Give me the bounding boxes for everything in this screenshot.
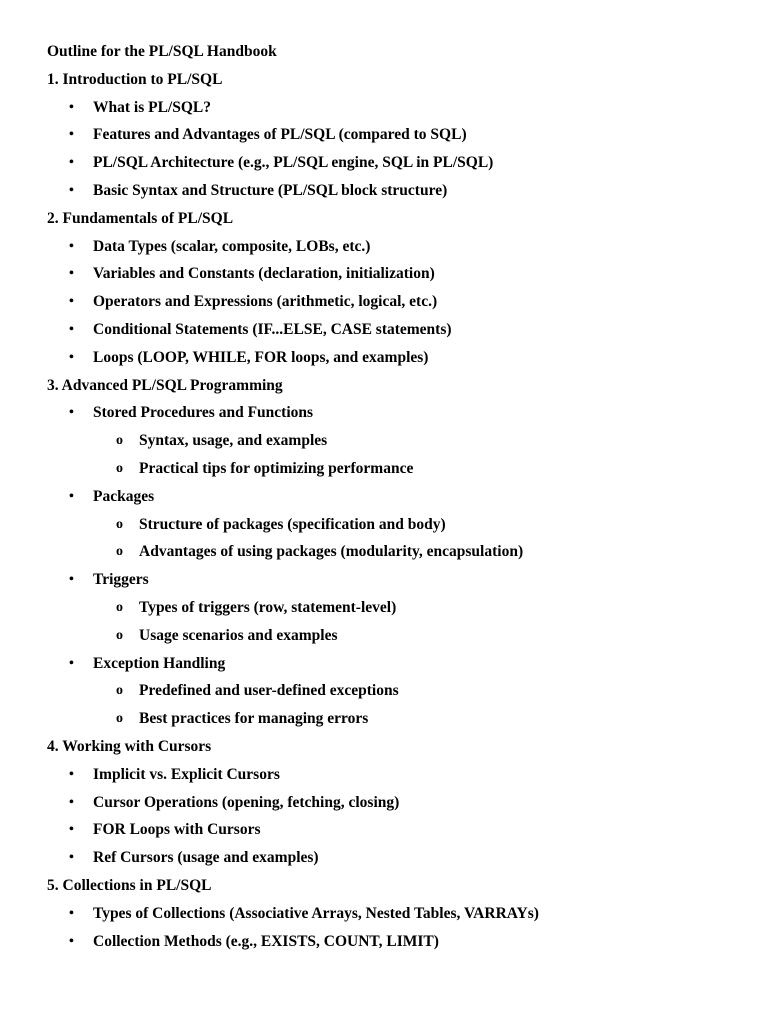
list-item bbox=[47, 792, 747, 820]
sub-bullet-icon: o bbox=[116, 599, 123, 615]
bullet-icon: • bbox=[69, 238, 74, 254]
section-heading bbox=[47, 875, 747, 903]
list-item bbox=[47, 569, 747, 597]
line-text: Implicit vs. Explicit Cursors bbox=[93, 765, 280, 783]
section-heading bbox=[47, 736, 747, 764]
line-text: Advantages of using packages (modularity, encapsulation) bbox=[139, 543, 524, 561]
line-text: 2. Fundamentals of PL/SQL bbox=[47, 209, 234, 227]
line-text: Variables and Constants (declaration, initialization) bbox=[93, 265, 435, 283]
sub-bullet-icon: o bbox=[116, 460, 123, 476]
list-item bbox=[47, 124, 747, 152]
line-text: Best practices for managing errors bbox=[139, 710, 369, 728]
line-text: Packages bbox=[93, 487, 155, 505]
bullet-icon: • bbox=[69, 294, 74, 310]
bullet-icon: • bbox=[69, 488, 74, 504]
list-item bbox=[47, 931, 747, 959]
list-item bbox=[47, 653, 747, 681]
bullet-icon: • bbox=[69, 572, 74, 588]
list-item bbox=[47, 152, 747, 180]
list-item bbox=[47, 263, 747, 291]
bullet-icon: • bbox=[69, 822, 74, 838]
document-title bbox=[47, 41, 747, 69]
bullet-icon: • bbox=[69, 321, 74, 337]
list-item bbox=[47, 180, 747, 208]
line-text: Conditional Statements (IF...ELSE, CASE statements) bbox=[93, 320, 452, 338]
line-text: Loops (LOOP, WHILE, FOR loops, and examples) bbox=[93, 348, 429, 366]
line-text: Syntax, usage, and examples bbox=[139, 432, 328, 450]
bullet-icon: • bbox=[69, 933, 74, 949]
list-item bbox=[47, 764, 747, 792]
bullet-icon: • bbox=[69, 905, 74, 921]
line-text: Exception Handling bbox=[93, 654, 226, 672]
bullet-icon: • bbox=[69, 349, 74, 365]
sub-list-item bbox=[47, 430, 747, 458]
sub-bullet-icon: o bbox=[116, 516, 123, 532]
sub-list-item bbox=[47, 625, 747, 653]
bullet-icon: • bbox=[69, 405, 74, 421]
bullet-icon: • bbox=[69, 182, 74, 198]
line-text: Types of Collections (Associative Arrays, Nested Tables, VARRAYs) bbox=[93, 904, 539, 922]
sub-bullet-icon: o bbox=[116, 627, 123, 643]
line-text: Basic Syntax and Structure (PL/SQL block structure) bbox=[93, 181, 448, 199]
sub-list-item bbox=[47, 708, 747, 736]
line-text: Cursor Operations (opening, fetching, closing) bbox=[93, 793, 400, 811]
sub-list-item bbox=[47, 680, 747, 708]
list-item bbox=[47, 236, 747, 264]
sub-bullet-icon: o bbox=[116, 544, 123, 560]
section-heading bbox=[47, 208, 747, 236]
sub-list-item bbox=[47, 458, 747, 486]
list-item bbox=[47, 291, 747, 319]
line-text: Features and Advantages of PL/SQL (compared to SQL) bbox=[93, 126, 467, 144]
line-text: 1. Introduction to PL/SQL bbox=[47, 70, 223, 88]
bullet-icon: • bbox=[69, 99, 74, 115]
bullet-icon: • bbox=[69, 266, 74, 282]
document-title-text: Outline for the PL/SQL Handbook bbox=[47, 43, 277, 60]
sub-bullet-icon: o bbox=[116, 683, 123, 699]
line-text: Stored Procedures and Functions bbox=[93, 404, 314, 422]
list-item bbox=[47, 903, 747, 931]
bullet-icon: • bbox=[69, 766, 74, 782]
line-text: Operators and Expressions (arithmetic, logical, etc.) bbox=[93, 293, 438, 311]
list-item bbox=[47, 847, 747, 875]
line-text: Usage scenarios and examples bbox=[139, 626, 338, 644]
outline-document bbox=[47, 41, 747, 958]
line-text: Structure of packages (specification and body) bbox=[139, 515, 446, 533]
line-text: PL/SQL Architecture (e.g., PL/SQL engine, SQL in PL/SQL) bbox=[93, 154, 494, 172]
bullet-icon: • bbox=[69, 794, 74, 810]
line-text: Ref Cursors (usage and examples) bbox=[93, 849, 319, 867]
line-text: FOR Loops with Cursors bbox=[93, 821, 261, 839]
section-heading bbox=[47, 375, 747, 403]
bullet-icon: • bbox=[69, 655, 74, 671]
line-text: 5. Collections in PL/SQL bbox=[47, 876, 212, 894]
line-text: Data Types (scalar, composite, LOBs, etc.) bbox=[93, 237, 371, 255]
line-text: 3. Advanced PL/SQL Programming bbox=[47, 376, 283, 394]
list-item bbox=[47, 402, 747, 430]
list-item bbox=[47, 319, 747, 347]
list-item bbox=[47, 819, 747, 847]
line-text: What is PL/SQL? bbox=[93, 98, 211, 116]
line-text: Predefined and user-defined exceptions bbox=[139, 682, 399, 700]
sub-bullet-icon: o bbox=[116, 711, 123, 727]
line-text: Collection Methods (e.g., EXISTS, COUNT, LIMIT) bbox=[93, 932, 439, 950]
line-text: Types of triggers (row, statement-level) bbox=[139, 598, 397, 616]
line-text: 4. Working with Cursors bbox=[47, 737, 212, 755]
sub-list-item bbox=[47, 541, 747, 569]
line-text: Triggers bbox=[93, 571, 149, 589]
list-item bbox=[47, 486, 747, 514]
sub-bullet-icon: o bbox=[116, 433, 123, 449]
list-item bbox=[47, 97, 747, 125]
sub-list-item bbox=[47, 597, 747, 625]
bullet-icon: • bbox=[69, 155, 74, 171]
list-item bbox=[47, 347, 747, 375]
sub-list-item bbox=[47, 514, 747, 542]
bullet-icon: • bbox=[69, 850, 74, 866]
section-heading bbox=[47, 69, 747, 97]
bullet-icon: • bbox=[69, 127, 74, 143]
line-text: Practical tips for optimizing performance bbox=[139, 459, 414, 477]
